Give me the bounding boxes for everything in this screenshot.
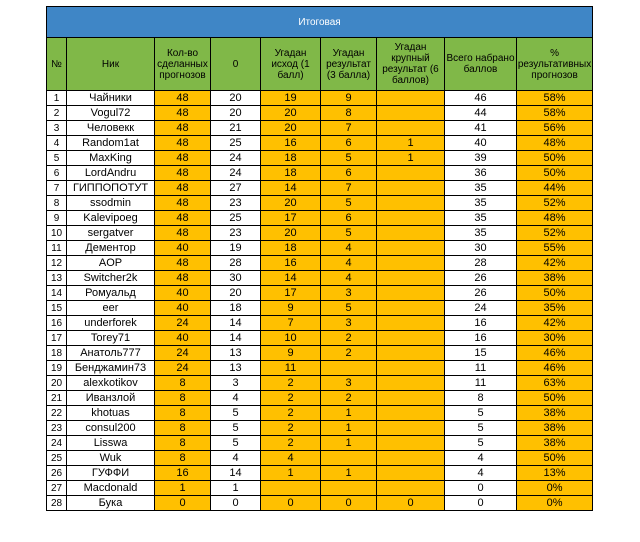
table-row — [47, 301, 593, 316]
cell-nick[interactable]: Random1at — [67, 136, 155, 151]
cell-num[interactable]: 15 — [47, 301, 67, 316]
cell-made[interactable]: 48 — [155, 211, 211, 226]
cell-big[interactable] — [377, 91, 445, 106]
table-row — [47, 406, 593, 421]
cell-total[interactable]: 35 — [445, 196, 517, 211]
cell-num[interactable]: 23 — [47, 421, 67, 436]
cell-made[interactable]: 8 — [155, 406, 211, 421]
cell-outcome[interactable]: 20 — [261, 121, 321, 136]
table-row — [47, 211, 593, 226]
cell-zero[interactable]: 13 — [211, 361, 261, 376]
cell-big[interactable] — [377, 166, 445, 181]
cell-nick[interactable]: Чайники — [67, 91, 155, 106]
cell-made[interactable]: 40 — [155, 286, 211, 301]
cell-outcome[interactable]: 2 — [261, 421, 321, 436]
cell-pct[interactable]: 50% — [517, 451, 593, 466]
cell-num[interactable]: 25 — [47, 451, 67, 466]
cell-nick[interactable]: Torey71 — [67, 331, 155, 346]
cell-result[interactable]: 9 — [321, 91, 377, 106]
cell-made[interactable]: 48 — [155, 151, 211, 166]
cell-pct[interactable]: 13% — [517, 466, 593, 481]
cell-num[interactable]: 13 — [47, 271, 67, 286]
cell-nick[interactable]: underforek — [67, 316, 155, 331]
cell-pct[interactable]: 0% — [517, 496, 593, 511]
cell-total[interactable]: 5 — [445, 436, 517, 451]
cell-made[interactable]: 8 — [155, 451, 211, 466]
cell-outcome[interactable]: 16 — [261, 256, 321, 271]
cell-num[interactable]: 16 — [47, 316, 67, 331]
cell-made[interactable]: 40 — [155, 301, 211, 316]
cell-pct[interactable]: 38% — [517, 406, 593, 421]
cell-num[interactable]: 27 — [47, 481, 67, 496]
table-title: Итоговая — [47, 7, 593, 38]
cell-zero[interactable]: 5 — [211, 406, 261, 421]
cell-pct[interactable]: 38% — [517, 271, 593, 286]
cell-total[interactable]: 11 — [445, 361, 517, 376]
table-row — [47, 361, 593, 376]
cell-nick[interactable]: ГУФФИ — [67, 466, 155, 481]
cell-pct[interactable]: 0% — [517, 481, 593, 496]
cell-total[interactable]: 0 — [445, 496, 517, 511]
cell-outcome[interactable] — [261, 481, 321, 496]
cell-nick[interactable]: Дементор — [67, 241, 155, 256]
cell-pct[interactable]: 42% — [517, 256, 593, 271]
cell-zero[interactable]: 3 — [211, 376, 261, 391]
cell-made[interactable]: 24 — [155, 361, 211, 376]
cell-big[interactable] — [377, 361, 445, 376]
cell-total[interactable]: 5 — [445, 406, 517, 421]
cell-pct[interactable]: 52% — [517, 196, 593, 211]
cell-big[interactable] — [377, 316, 445, 331]
cell-outcome[interactable]: 20 — [261, 106, 321, 121]
table-row — [47, 421, 593, 436]
cell-made[interactable]: 40 — [155, 241, 211, 256]
cell-result[interactable]: 5 — [321, 151, 377, 166]
results-table — [46, 6, 593, 511]
cell-big[interactable]: 1 — [377, 151, 445, 166]
cell-zero[interactable]: 14 — [211, 331, 261, 346]
cell-total[interactable]: 15 — [445, 346, 517, 361]
cell-pct[interactable]: 38% — [517, 421, 593, 436]
cell-outcome[interactable]: 2 — [261, 406, 321, 421]
cell-outcome[interactable]: 2 — [261, 391, 321, 406]
cell-big[interactable] — [377, 451, 445, 466]
cell-zero[interactable]: 30 — [211, 271, 261, 286]
cell-num[interactable]: 6 — [47, 166, 67, 181]
cell-pct[interactable]: 50% — [517, 391, 593, 406]
cell-zero[interactable]: 24 — [211, 166, 261, 181]
cell-outcome[interactable]: 4 — [261, 451, 321, 466]
cell-outcome[interactable]: 18 — [261, 151, 321, 166]
cell-result[interactable]: 1 — [321, 466, 377, 481]
cell-nick[interactable]: Switcher2k — [67, 271, 155, 286]
cell-outcome[interactable]: 20 — [261, 226, 321, 241]
cell-big[interactable] — [377, 466, 445, 481]
table-row — [47, 466, 593, 481]
cell-outcome[interactable]: 14 — [261, 271, 321, 286]
cell-nick[interactable]: Ромуальд — [67, 286, 155, 301]
cell-pct[interactable]: 56% — [517, 121, 593, 136]
cell-total[interactable]: 41 — [445, 121, 517, 136]
cell-num[interactable]: 19 — [47, 361, 67, 376]
cell-result[interactable] — [321, 361, 377, 376]
cell-total[interactable]: 28 — [445, 256, 517, 271]
cell-total[interactable]: 46 — [445, 91, 517, 106]
cell-nick[interactable]: MaxKing — [67, 151, 155, 166]
table-row — [47, 241, 593, 256]
cell-zero[interactable]: 20 — [211, 286, 261, 301]
cell-result[interactable]: 2 — [321, 331, 377, 346]
cell-result[interactable]: 3 — [321, 286, 377, 301]
cell-result[interactable]: 8 — [321, 106, 377, 121]
cell-big[interactable] — [377, 376, 445, 391]
cell-nick[interactable]: LordAndru — [67, 166, 155, 181]
cell-made[interactable]: 48 — [155, 181, 211, 196]
cell-outcome[interactable]: 9 — [261, 301, 321, 316]
table-row — [47, 271, 593, 286]
cell-outcome[interactable]: 16 — [261, 136, 321, 151]
cell-big[interactable] — [377, 436, 445, 451]
cell-big[interactable] — [377, 346, 445, 361]
cell-total[interactable]: 35 — [445, 181, 517, 196]
cell-nick[interactable]: Человекк — [67, 121, 155, 136]
cell-made[interactable]: 8 — [155, 436, 211, 451]
title-row — [47, 7, 593, 38]
cell-outcome[interactable]: 11 — [261, 361, 321, 376]
cell-pct[interactable]: 46% — [517, 361, 593, 376]
table-row — [47, 256, 593, 271]
cell-result[interactable]: 3 — [321, 316, 377, 331]
cell-result[interactable]: 1 — [321, 436, 377, 451]
cell-made[interactable]: 48 — [155, 226, 211, 241]
cell-num[interactable]: 21 — [47, 391, 67, 406]
cell-made[interactable]: 8 — [155, 391, 211, 406]
cell-made[interactable]: 48 — [155, 196, 211, 211]
cell-num[interactable]: 9 — [47, 211, 67, 226]
cell-zero[interactable]: 14 — [211, 316, 261, 331]
cell-zero[interactable]: 19 — [211, 241, 261, 256]
cell-nick[interactable]: consul200 — [67, 421, 155, 436]
cell-pct[interactable]: 50% — [517, 166, 593, 181]
cell-pct[interactable]: 38% — [517, 436, 593, 451]
cell-pct[interactable]: 63% — [517, 376, 593, 391]
cell-big[interactable] — [377, 481, 445, 496]
cell-num[interactable]: 8 — [47, 196, 67, 211]
cell-nick[interactable]: Бенджамин73 — [67, 361, 155, 376]
cell-nick[interactable]: alexkotikov — [67, 376, 155, 391]
table-row — [47, 91, 593, 106]
cell-num[interactable]: 28 — [47, 496, 67, 511]
cell-big[interactable] — [377, 211, 445, 226]
cell-big[interactable] — [377, 121, 445, 136]
table-row — [47, 286, 593, 301]
cell-big[interactable] — [377, 286, 445, 301]
cell-total[interactable]: 39 — [445, 151, 517, 166]
cell-result[interactable]: 2 — [321, 346, 377, 361]
cell-result[interactable] — [321, 481, 377, 496]
cell-num[interactable]: 3 — [47, 121, 67, 136]
cell-num[interactable]: 24 — [47, 436, 67, 451]
cell-num[interactable]: 14 — [47, 286, 67, 301]
header-total[interactable]: Всего набрано баллов — [445, 38, 517, 91]
cell-total[interactable]: 0 — [445, 481, 517, 496]
cell-big[interactable] — [377, 271, 445, 286]
cell-outcome[interactable]: 9 — [261, 346, 321, 361]
cell-total[interactable]: 16 — [445, 316, 517, 331]
cell-zero[interactable]: 23 — [211, 226, 261, 241]
cell-nick[interactable]: ssodmin — [67, 196, 155, 211]
table-row — [47, 151, 593, 166]
header-made[interactable]: Кол-во сделанных прогнозов — [155, 38, 211, 91]
cell-pct[interactable]: 46% — [517, 346, 593, 361]
table-row — [47, 136, 593, 151]
cell-result[interactable]: 6 — [321, 211, 377, 226]
cell-total[interactable]: 5 — [445, 421, 517, 436]
cell-outcome[interactable]: 7 — [261, 316, 321, 331]
cell-num[interactable]: 7 — [47, 181, 67, 196]
cell-total[interactable]: 8 — [445, 391, 517, 406]
table-row — [47, 436, 593, 451]
cell-total[interactable]: 40 — [445, 136, 517, 151]
cell-nick[interactable]: ГИППОПОТУТ — [67, 181, 155, 196]
table-row — [47, 226, 593, 241]
header-result[interactable]: Угадан результат (3 балла) — [321, 38, 377, 91]
cell-big[interactable] — [377, 391, 445, 406]
table-row — [47, 121, 593, 136]
cell-pct[interactable]: 50% — [517, 286, 593, 301]
cell-zero[interactable]: 25 — [211, 211, 261, 226]
cell-zero[interactable]: 0 — [211, 496, 261, 511]
cell-nick[interactable]: Бука — [67, 496, 155, 511]
cell-nick[interactable]: Wuk — [67, 451, 155, 466]
cell-result[interactable]: 6 — [321, 136, 377, 151]
cell-total[interactable]: 35 — [445, 226, 517, 241]
cell-outcome[interactable]: 18 — [261, 166, 321, 181]
cell-nick[interactable]: Lisswa — [67, 436, 155, 451]
cell-nick[interactable]: sergatver — [67, 226, 155, 241]
cell-zero[interactable]: 24 — [211, 151, 261, 166]
cell-result[interactable]: 1 — [321, 421, 377, 436]
table-row — [47, 196, 593, 211]
cell-pct[interactable]: 48% — [517, 211, 593, 226]
cell-big[interactable] — [377, 106, 445, 121]
cell-total[interactable]: 44 — [445, 106, 517, 121]
cell-result[interactable]: 7 — [321, 121, 377, 136]
cell-outcome[interactable]: 17 — [261, 286, 321, 301]
cell-big[interactable] — [377, 256, 445, 271]
cell-total[interactable]: 35 — [445, 211, 517, 226]
cell-pct[interactable]: 50% — [517, 151, 593, 166]
cell-big[interactable] — [377, 421, 445, 436]
table-row — [47, 106, 593, 121]
cell-made[interactable]: 1 — [155, 481, 211, 496]
cell-num[interactable]: 26 — [47, 466, 67, 481]
cell-num[interactable]: 5 — [47, 151, 67, 166]
cell-zero[interactable]: 27 — [211, 181, 261, 196]
cell-num[interactable]: 20 — [47, 376, 67, 391]
cell-outcome[interactable]: 14 — [261, 181, 321, 196]
cell-made[interactable]: 24 — [155, 346, 211, 361]
cell-num[interactable]: 2 — [47, 106, 67, 121]
cell-made[interactable]: 40 — [155, 331, 211, 346]
cell-result[interactable]: 6 — [321, 166, 377, 181]
table-row — [47, 391, 593, 406]
cell-result[interactable] — [321, 451, 377, 466]
cell-nick[interactable]: AOP — [67, 256, 155, 271]
cell-total[interactable]: 4 — [445, 451, 517, 466]
cell-num[interactable]: 4 — [47, 136, 67, 151]
header-nick[interactable]: Ник — [67, 38, 155, 91]
cell-outcome[interactable]: 18 — [261, 241, 321, 256]
cell-total[interactable]: 24 — [445, 301, 517, 316]
cell-total[interactable]: 4 — [445, 466, 517, 481]
cell-nick[interactable]: Macdonald — [67, 481, 155, 496]
cell-nick[interactable]: Анатоль777 — [67, 346, 155, 361]
cell-outcome[interactable]: 10 — [261, 331, 321, 346]
cell-num[interactable]: 17 — [47, 331, 67, 346]
cell-outcome[interactable]: 19 — [261, 91, 321, 106]
header-pct[interactable]: % результативных прогнозов — [517, 38, 593, 91]
cell-big[interactable] — [377, 241, 445, 256]
cell-total[interactable]: 26 — [445, 271, 517, 286]
cell-big[interactable] — [377, 226, 445, 241]
cell-zero[interactable]: 13 — [211, 346, 261, 361]
cell-big[interactable]: 1 — [377, 136, 445, 151]
cell-pct[interactable]: 35% — [517, 301, 593, 316]
header-row — [47, 38, 593, 91]
cell-zero[interactable]: 21 — [211, 121, 261, 136]
cell-total[interactable]: 36 — [445, 166, 517, 181]
cell-total[interactable]: 26 — [445, 286, 517, 301]
cell-made[interactable]: 8 — [155, 421, 211, 436]
cell-zero[interactable]: 28 — [211, 256, 261, 271]
table-row — [47, 376, 593, 391]
cell-nick[interactable]: khotuas — [67, 406, 155, 421]
cell-num[interactable]: 22 — [47, 406, 67, 421]
cell-big[interactable] — [377, 181, 445, 196]
cell-pct[interactable]: 30% — [517, 331, 593, 346]
cell-total[interactable]: 16 — [445, 331, 517, 346]
cell-made[interactable]: 48 — [155, 166, 211, 181]
header-num[interactable]: № — [47, 38, 67, 91]
cell-made[interactable]: 8 — [155, 376, 211, 391]
cell-zero[interactable]: 20 — [211, 106, 261, 121]
cell-outcome[interactable]: 2 — [261, 376, 321, 391]
cell-result[interactable]: 5 — [321, 196, 377, 211]
cell-made[interactable]: 24 — [155, 316, 211, 331]
cell-result[interactable]: 5 — [321, 301, 377, 316]
cell-big[interactable]: 0 — [377, 496, 445, 511]
cell-num[interactable]: 11 — [47, 241, 67, 256]
table-row — [47, 316, 593, 331]
cell-nick[interactable]: eer — [67, 301, 155, 316]
table-row — [47, 496, 593, 511]
cell-pct[interactable]: 52% — [517, 226, 593, 241]
cell-pct[interactable]: 55% — [517, 241, 593, 256]
cell-big[interactable] — [377, 331, 445, 346]
cell-zero[interactable]: 23 — [211, 196, 261, 211]
table-row — [47, 181, 593, 196]
cell-result[interactable]: 0 — [321, 496, 377, 511]
cell-pct[interactable]: 58% — [517, 91, 593, 106]
cell-zero[interactable]: 4 — [211, 451, 261, 466]
cell-result[interactable]: 4 — [321, 271, 377, 286]
cell-zero[interactable]: 14 — [211, 466, 261, 481]
cell-zero[interactable]: 20 — [211, 91, 261, 106]
cell-nick[interactable]: Vogul72 — [67, 106, 155, 121]
cell-outcome[interactable]: 17 — [261, 211, 321, 226]
cell-result[interactable]: 4 — [321, 241, 377, 256]
cell-pct[interactable]: 48% — [517, 136, 593, 151]
cell-result[interactable]: 3 — [321, 376, 377, 391]
cell-outcome[interactable]: 20 — [261, 196, 321, 211]
cell-total[interactable]: 30 — [445, 241, 517, 256]
cell-made[interactable]: 48 — [155, 121, 211, 136]
cell-made[interactable]: 48 — [155, 271, 211, 286]
cell-zero[interactable]: 1 — [211, 481, 261, 496]
cell-big[interactable] — [377, 196, 445, 211]
header-zero[interactable]: 0 — [211, 38, 261, 91]
cell-big[interactable] — [377, 406, 445, 421]
cell-zero[interactable]: 5 — [211, 421, 261, 436]
cell-made[interactable]: 48 — [155, 106, 211, 121]
cell-made[interactable]: 48 — [155, 256, 211, 271]
cell-zero[interactable]: 18 — [211, 301, 261, 316]
cell-num[interactable]: 12 — [47, 256, 67, 271]
cell-outcome[interactable]: 2 — [261, 436, 321, 451]
cell-zero[interactable]: 5 — [211, 436, 261, 451]
cell-num[interactable]: 18 — [47, 346, 67, 361]
header-big[interactable]: Угадан крупный результат (6 баллов) — [377, 38, 445, 91]
cell-pct[interactable]: 42% — [517, 316, 593, 331]
cell-result[interactable]: 2 — [321, 391, 377, 406]
cell-zero[interactable]: 4 — [211, 391, 261, 406]
cell-made[interactable]: 0 — [155, 496, 211, 511]
cell-result[interactable]: 5 — [321, 226, 377, 241]
cell-outcome[interactable]: 1 — [261, 466, 321, 481]
table-row — [47, 481, 593, 496]
table-row — [47, 331, 593, 346]
cell-pct[interactable]: 44% — [517, 181, 593, 196]
cell-big[interactable] — [377, 301, 445, 316]
cell-made[interactable]: 48 — [155, 91, 211, 106]
cell-num[interactable]: 1 — [47, 91, 67, 106]
cell-made[interactable]: 48 — [155, 136, 211, 151]
cell-zero[interactable]: 25 — [211, 136, 261, 151]
table-row — [47, 166, 593, 181]
cell-total[interactable]: 11 — [445, 376, 517, 391]
table-row — [47, 346, 593, 361]
cell-outcome[interactable]: 0 — [261, 496, 321, 511]
cell-result[interactable]: 7 — [321, 181, 377, 196]
table-row — [47, 451, 593, 466]
cell-made[interactable]: 16 — [155, 466, 211, 481]
cell-nick[interactable]: Kalevipoeg — [67, 211, 155, 226]
header-outcome[interactable]: Угадан исход (1 балл) — [261, 38, 321, 91]
cell-result[interactable]: 4 — [321, 256, 377, 271]
cell-result[interactable]: 1 — [321, 406, 377, 421]
cell-nick[interactable]: Иванзлой — [67, 391, 155, 406]
cell-pct[interactable]: 58% — [517, 106, 593, 121]
cell-num[interactable]: 10 — [47, 226, 67, 241]
